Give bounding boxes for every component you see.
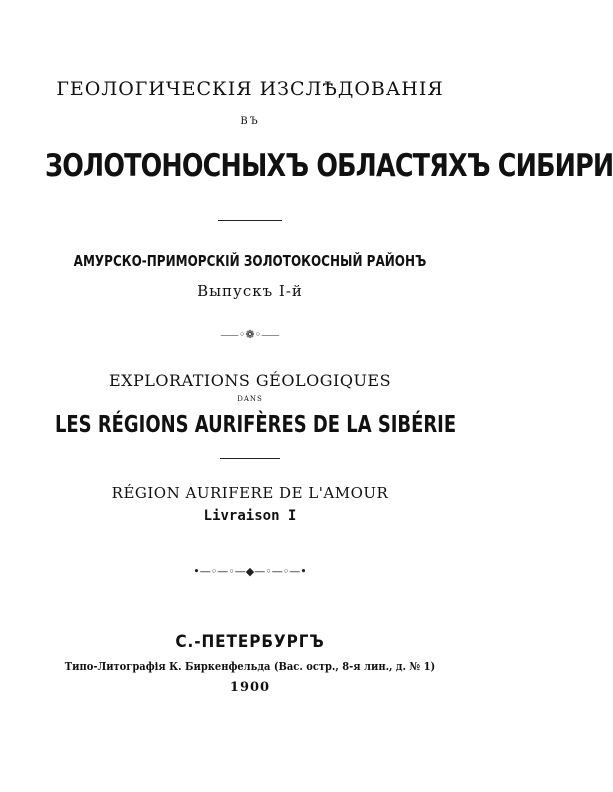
- french-region: RÉGION AURIFERE DE L'AMOUR: [111, 484, 389, 502]
- french-main-title: LES RÉGIONS AURIFÈRES DE LA SIBÉRIE: [55, 412, 457, 438]
- ornament-divider: ⸺◦❁◦⸺: [220, 328, 280, 341]
- title-top: ГЕОЛОГИЧЕСКІЯ ИЗСЛѢДОВАНІЯ: [56, 78, 444, 100]
- divider-rule: [218, 220, 282, 221]
- ornament-divider: •—◦—◦—◆—◦—◦—•: [193, 565, 307, 578]
- main-title: ЗОЛОТОНОСНЫХЪ ОБЛАСТЯХЪ СИБИРИ: [45, 148, 613, 184]
- french-issue: Livraison I: [203, 508, 297, 524]
- issue-number: Выпускъ І-й: [197, 282, 303, 300]
- french-title: EXPLORATIONS GÉOLOGIQUES: [108, 371, 392, 390]
- year: 1900: [229, 680, 271, 695]
- preposition: ВЪ: [240, 116, 260, 127]
- printer-line: Типо-Литографія К. Биркенфельда (Вас. остр., 8-я лин., д. № 1): [64, 660, 436, 673]
- district-title: АМУРСКО-ПРИМОРСКІЙ ЗОЛОТОКОСНЫЙ РАЙОНЪ: [73, 252, 427, 270]
- divider-rule: [220, 458, 280, 459]
- city: С.-ПЕТЕРБУРГЪ: [175, 632, 325, 652]
- french-preposition: DANS: [237, 395, 263, 403]
